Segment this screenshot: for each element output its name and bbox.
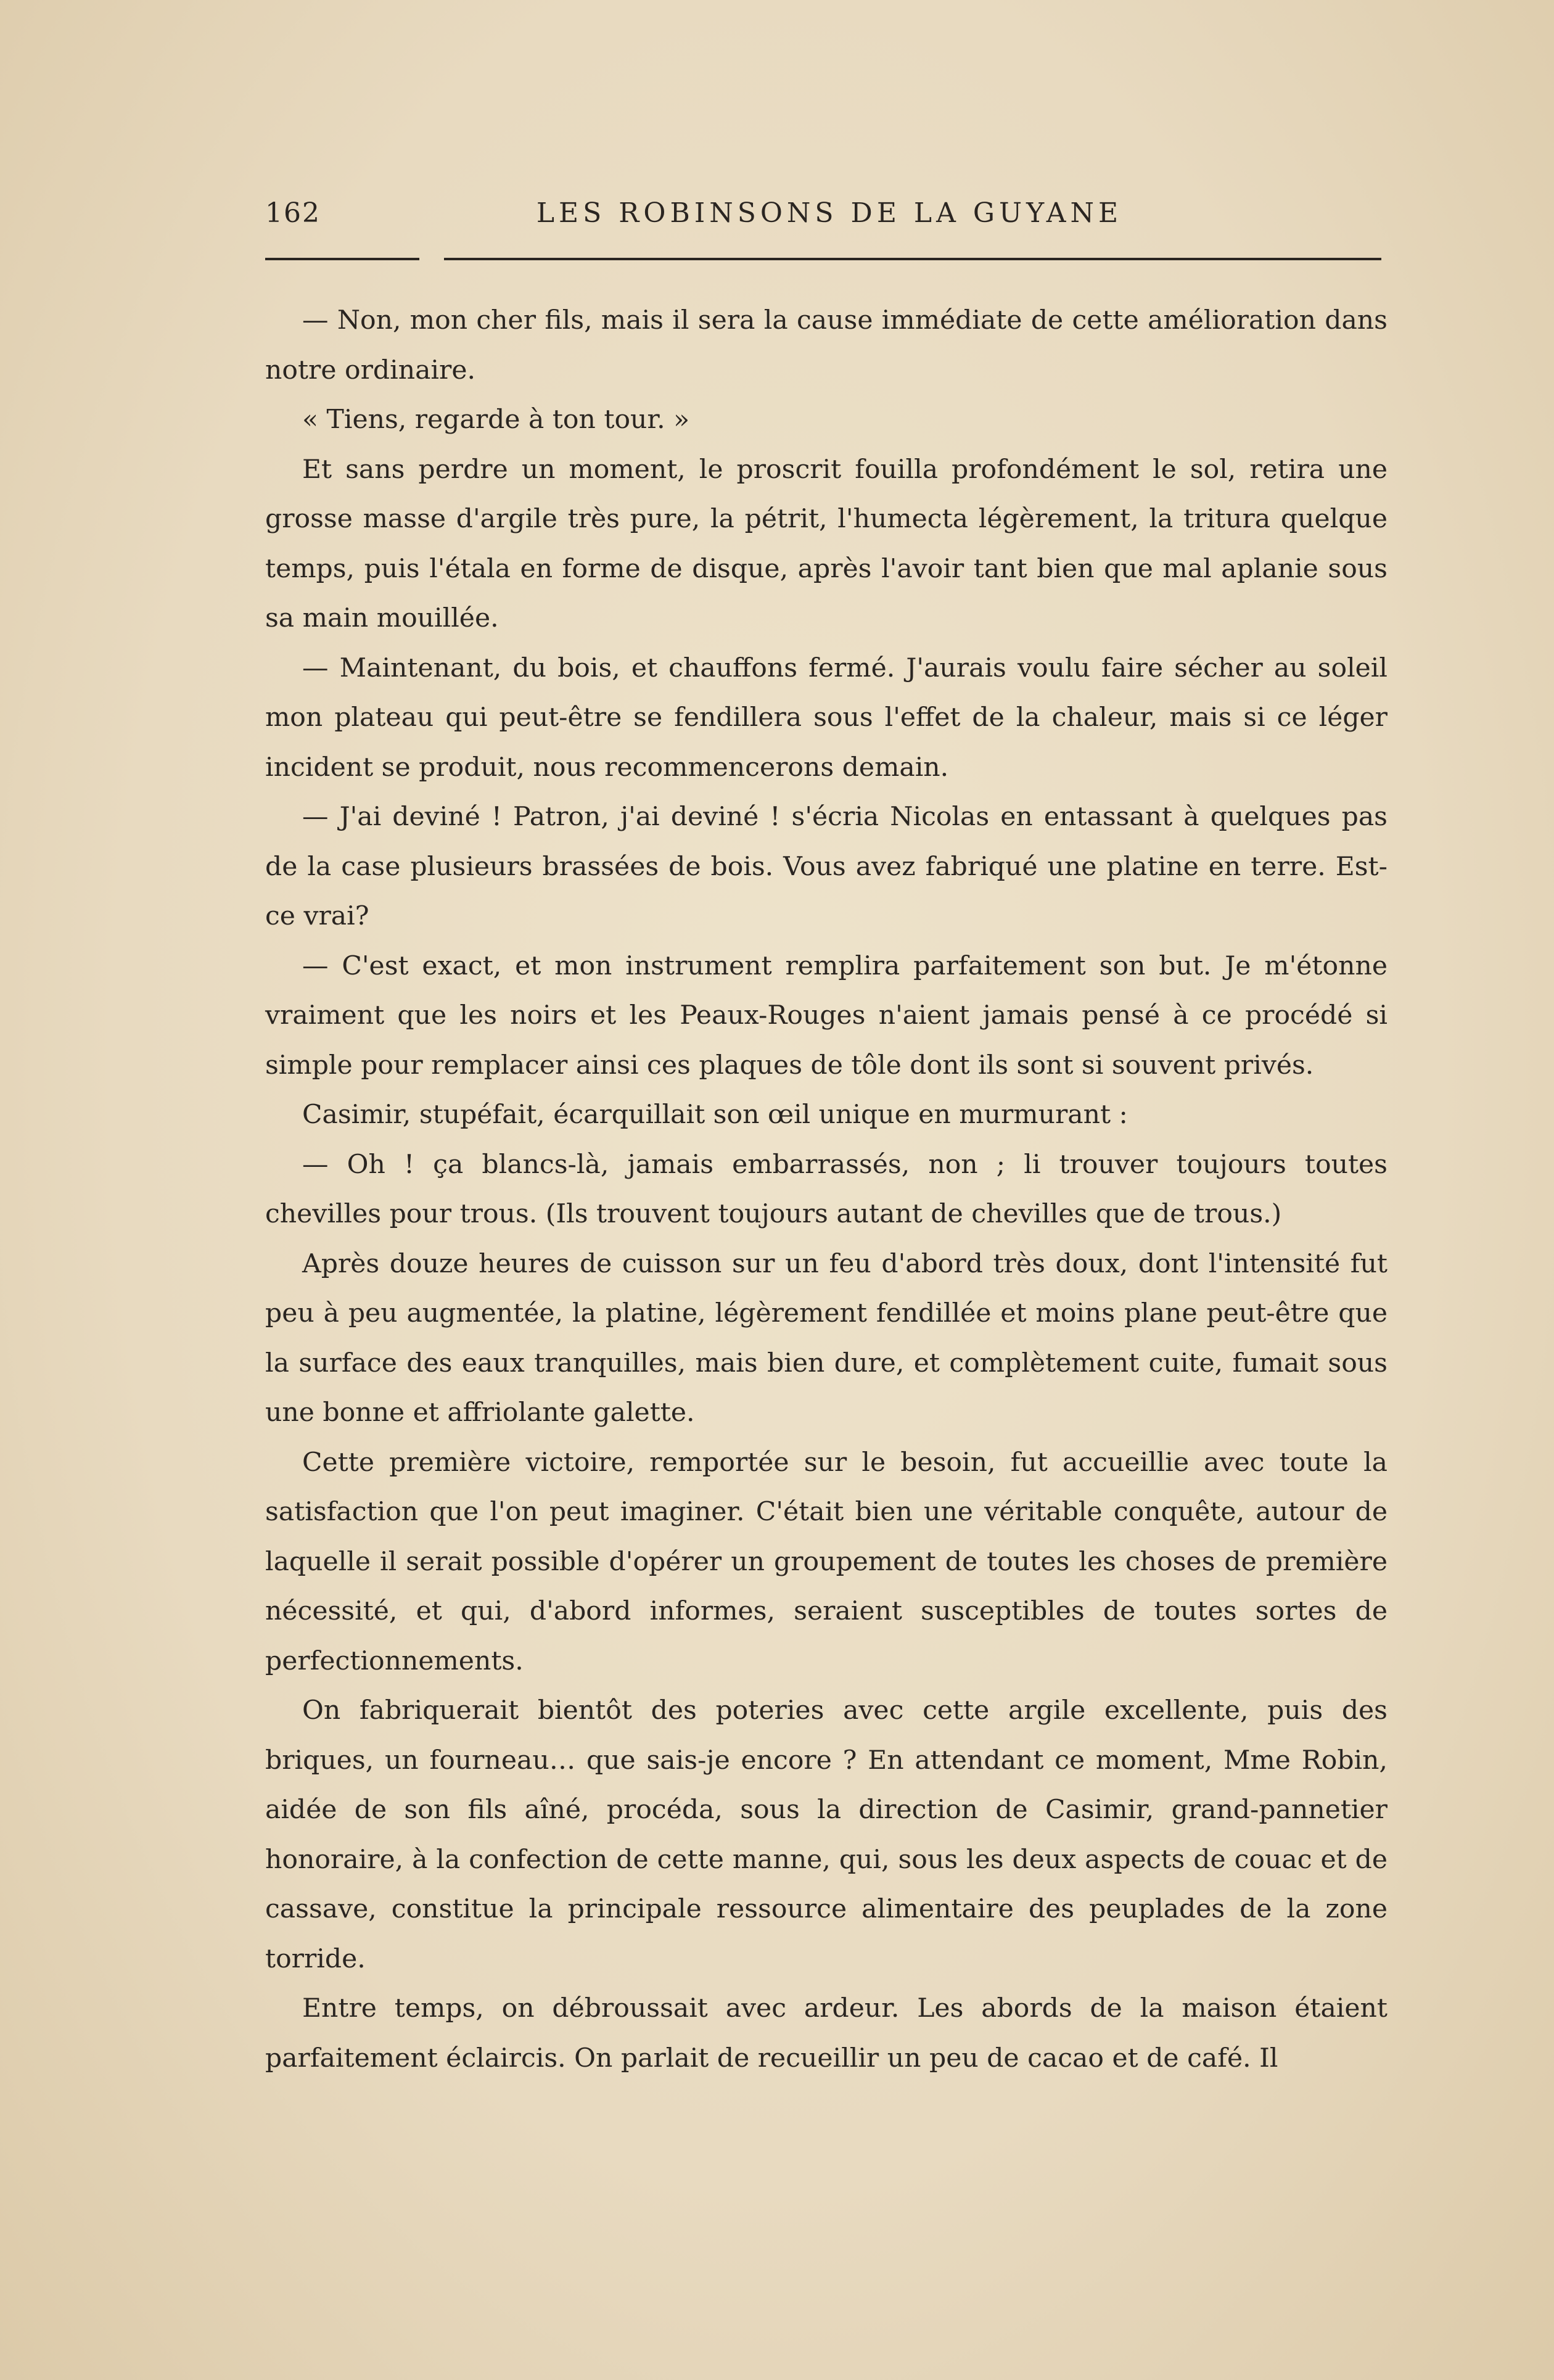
- paragraph: Casimir, stupéfait, écarquillait son œil unique en murmurant :: [302, 1100, 1128, 1130]
- page-header: [265, 197, 1394, 241]
- paragraph: Après douze heures de cuisson sur un feu d'abord très doux, dont l'intensité fut peu à peu augmentée, la platine, légèrement fendillée et moins plane peut-être que la surface des eaux tranquilles, mais bien dure, et complètement cuite, fumait sous une bonne et affriolante galette.: [265, 1248, 1388, 1428]
- page-number: 162: [265, 197, 321, 229]
- paragraph: On fabriquerait bientôt des poteries avec cette argile excellente, puis des briques, un fourneau… que sais-je encore ? En attendant ce moment, Mme Robin, aidée de son fils aîné, procéda, sous la direction de Casimir, grand-pannetier honoraire, à la confection de cette manne, qui, sous les deux aspects de couac et de cassave, constitue la principale ressource alimentaire des peuplades de la zone torride.: [265, 1695, 1388, 1974]
- paragraph: — J'ai deviné ! Patron, j'ai deviné ! s'écria Nicolas en entassant à quelques pas de la case plusieurs brassées de bois. Vous avez fabriqué une platine en terre. Est-ce vrai?: [265, 802, 1388, 931]
- paragraph: — Oh ! ça blancs-là, jamais embarrassés, non ; li trouver toujours toutes chevilles pour trous. (Ils trouvent toujours autant de chevilles que de trous.): [265, 1149, 1388, 1229]
- paragraph: Cette première victoire, remportée sur le besoin, fut accueillie avec toute la satisfaction que l'on peut imaginer. C'était bien une véritable conquête, autour de laquelle il serait possible d'opérer un groupement de toutes les choses de première nécessité, et qui, d'abord informes, seraient susceptibles de toutes sortes de perfectionnements.: [265, 1447, 1388, 1676]
- paragraph: Entre temps, on débroussait avec ardeur. Les abords de la maison étaient parfaitement éclaircis. On parlait de recueillir un peu de cacao et de café. Il: [265, 1993, 1388, 2073]
- running-title: LES ROBINSONS DE LA GUYANE: [536, 197, 1123, 229]
- paragraph: — Non, mon cher fils, mais il sera la cause immédiate de cette amélioration dans notre ordinaire.: [265, 305, 1388, 385]
- paragraph: Et sans perdre un moment, le proscrit fouilla profondément le sol, retira une grosse masse d'argile très pure, la pétrit, l'humecta légèrement, la tritura quelque temps, puis l'étala en forme de disque, après l'avoir tant bien que mal aplanie sous sa main mouillée.: [265, 454, 1388, 633]
- paragraph: — Maintenant, du bois, et chauffons fermé. J'aurais voulu faire sécher au soleil mon plateau qui peut-être se fendillera sous l'effet de la chaleur, mais si ce léger incident se produit, nous recommencerons demain.: [265, 653, 1388, 783]
- body-text: [265, 296, 1388, 2083]
- paragraph: « Tiens, regarde à ton tour. »: [302, 405, 690, 435]
- paragraph: — C'est exact, et mon instrument remplira parfaitement son but. Je m'étonne vraiment que les noirs et les Peaux-Rouges n'aient jamais pensé à ce procédé si simple pour remplacer ainsi ces plaques de tôle dont ils sont si souvent privés.: [265, 950, 1388, 1081]
- header-rule-left: [265, 258, 419, 260]
- header-rule-right: [444, 258, 1381, 260]
